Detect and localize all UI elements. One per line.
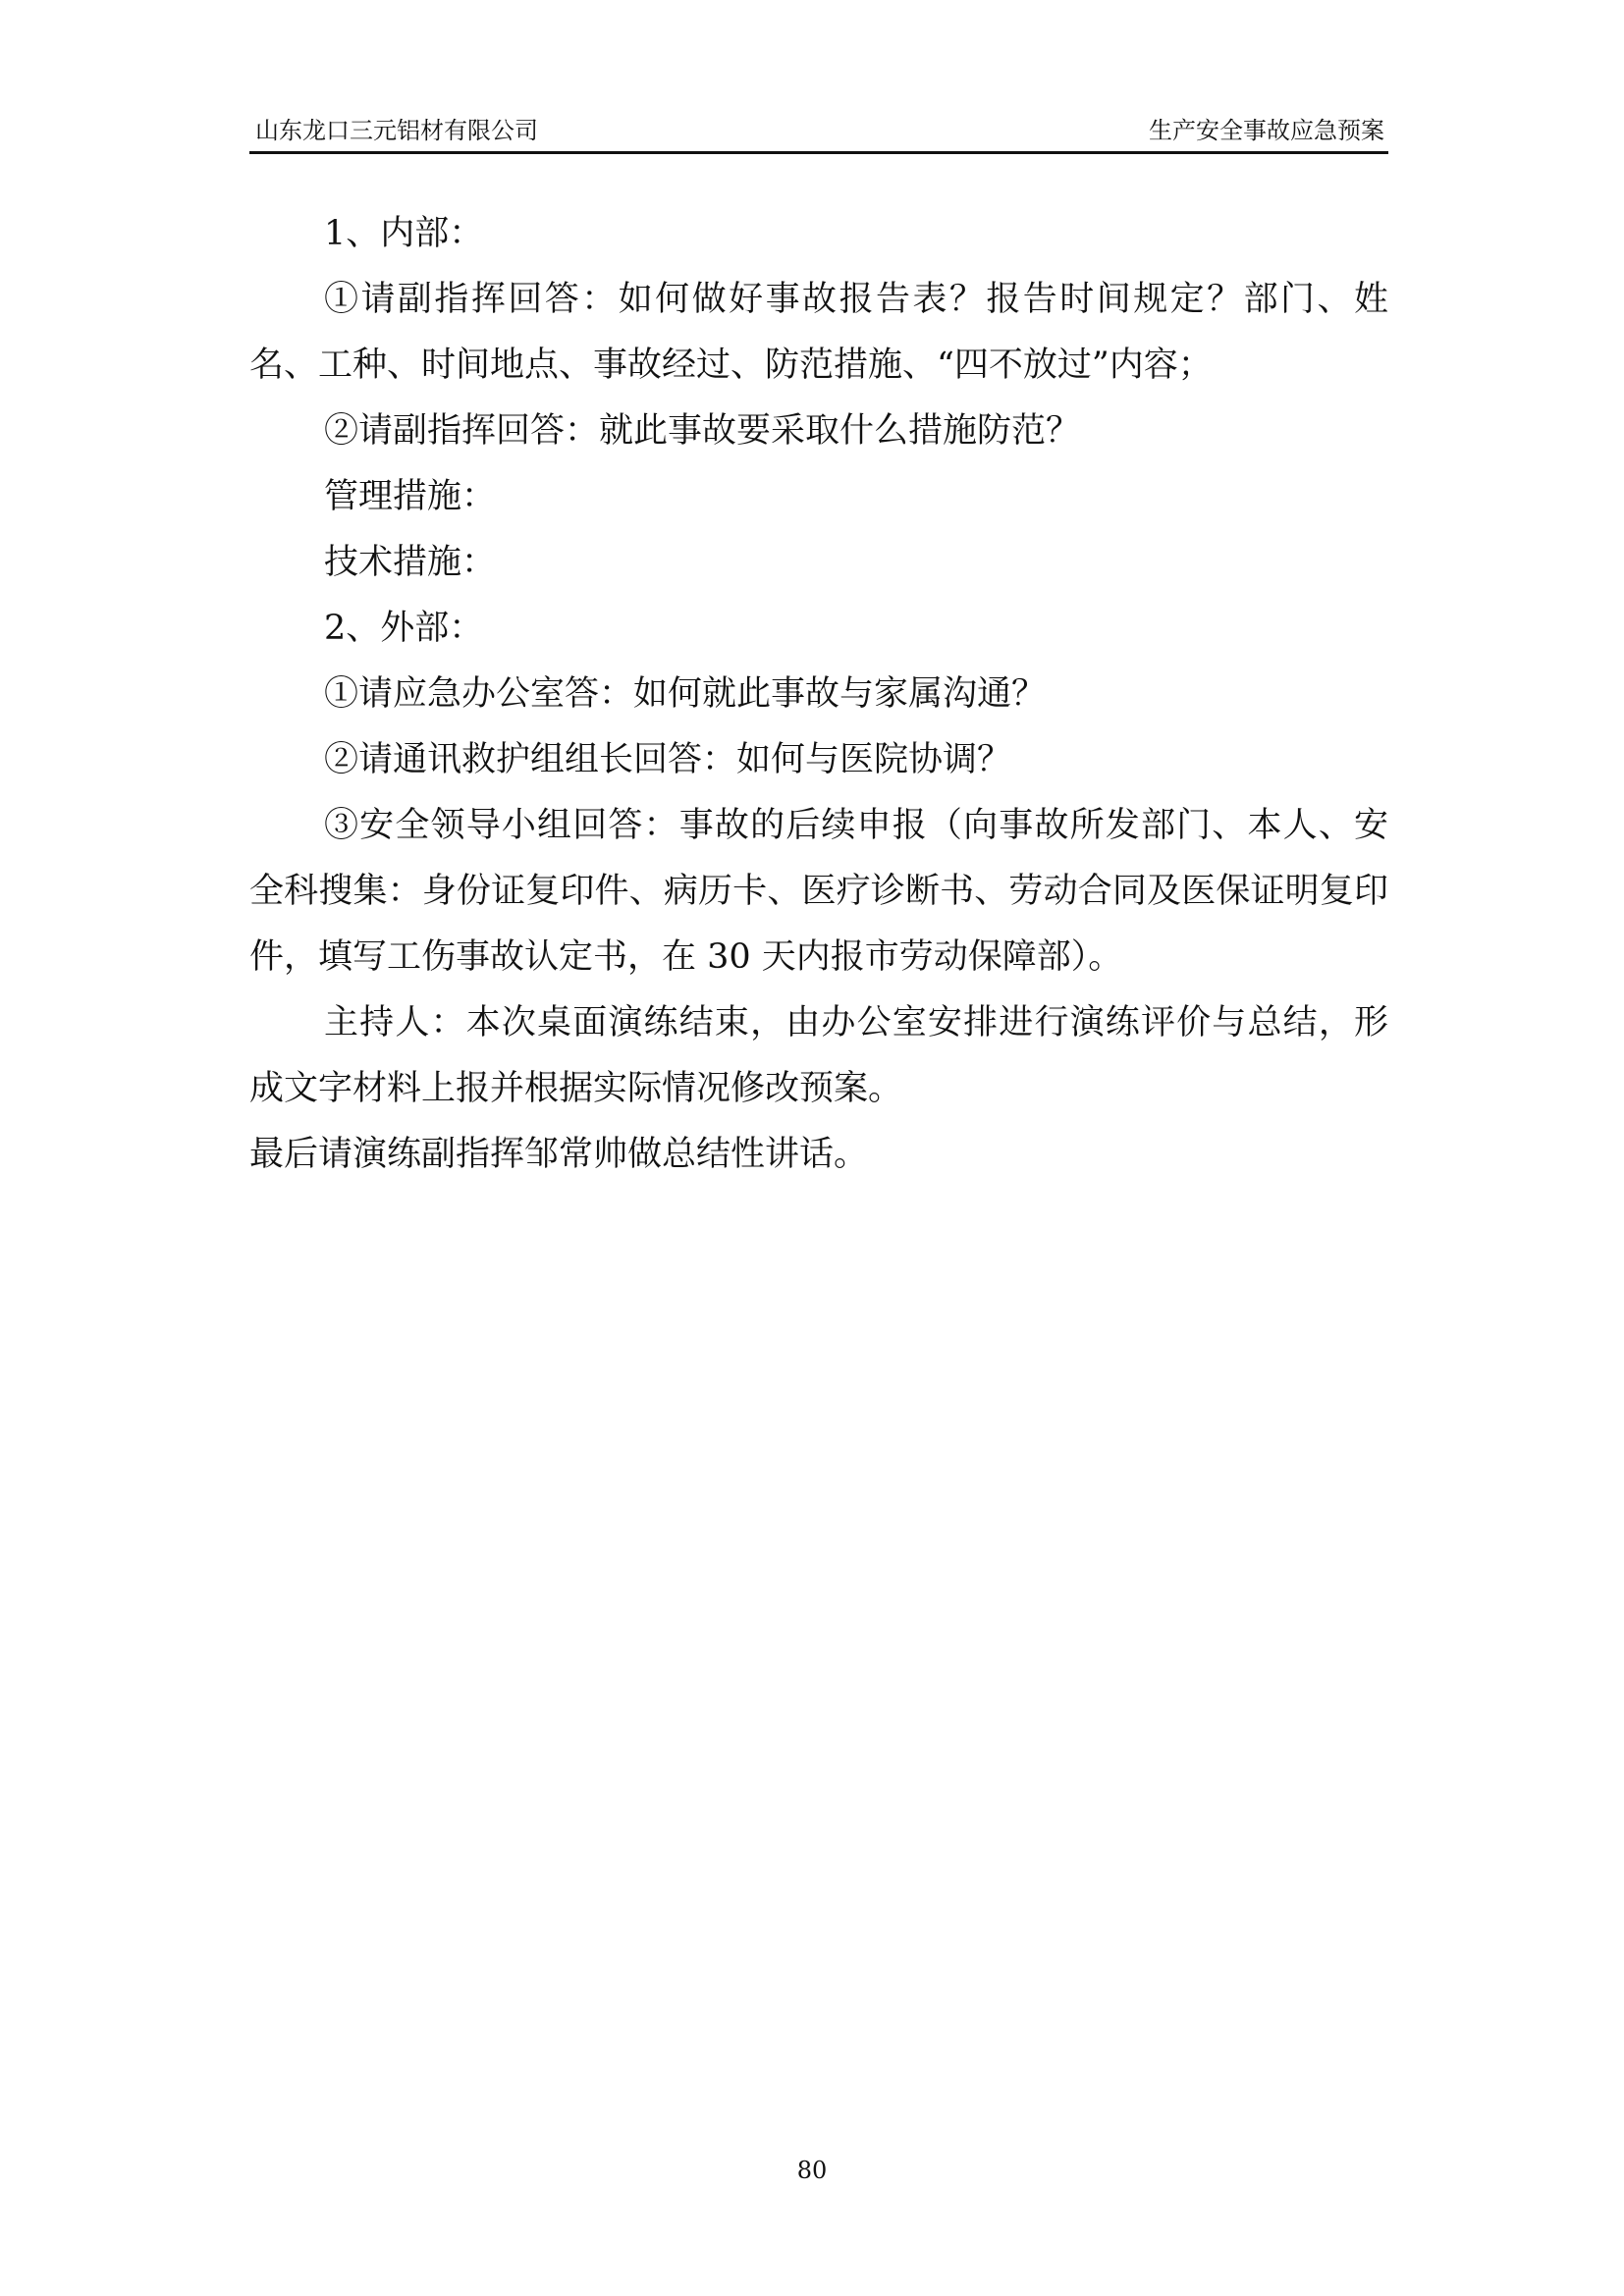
header-document-title: 生产安全事故应急预案 [1149,117,1384,144]
header-company-name: 山东龙口三元铝材有限公司 [255,117,538,144]
page-header [249,114,1388,154]
host-closing-paragraph: 主持人：本次桌面演练结束，由办公室安排进行演练评价与总结，形成文字材料上报并根据实际情况修改预案。 [249,1003,1388,1108]
section-heading-internal: 1、内部： [324,214,484,253]
section-heading-external: 2、外部： [324,609,484,648]
question-item: ②请通讯救护组组长回答：如何与医院协调？ [324,740,1012,779]
question-item: ①请副指挥回答：如何做好事故报告表？报告时间规定？部门、姓名、工种、时间地点、事故经过、防范措施、“四不放过”内容； [249,280,1388,385]
question-item: ①请应急办公室答：如何就此事故与家属沟通？ [324,674,1047,714]
page-number: 80 [796,2157,828,2184]
question-item: ②请副指挥回答：就此事故要采取什么措施防范？ [324,411,1081,451]
question-item: ③安全领导小组回答：事故的后续申报（向事故所发部门、本人、安全科搜集：身份证复印件、病历卡、医疗诊断书、劳动合同及医保证明复印件，填写工伤事故认定书，在 30 天内报市劳动保障部）。 [249,806,1388,977]
answer-label: 技术措施： [324,543,497,582]
answer-label: 管理措施： [324,477,497,516]
final-remark-paragraph: 最后请演练副指挥邹常帅做总结性讲话。 [249,1135,869,1174]
document-body [249,201,1388,1188]
